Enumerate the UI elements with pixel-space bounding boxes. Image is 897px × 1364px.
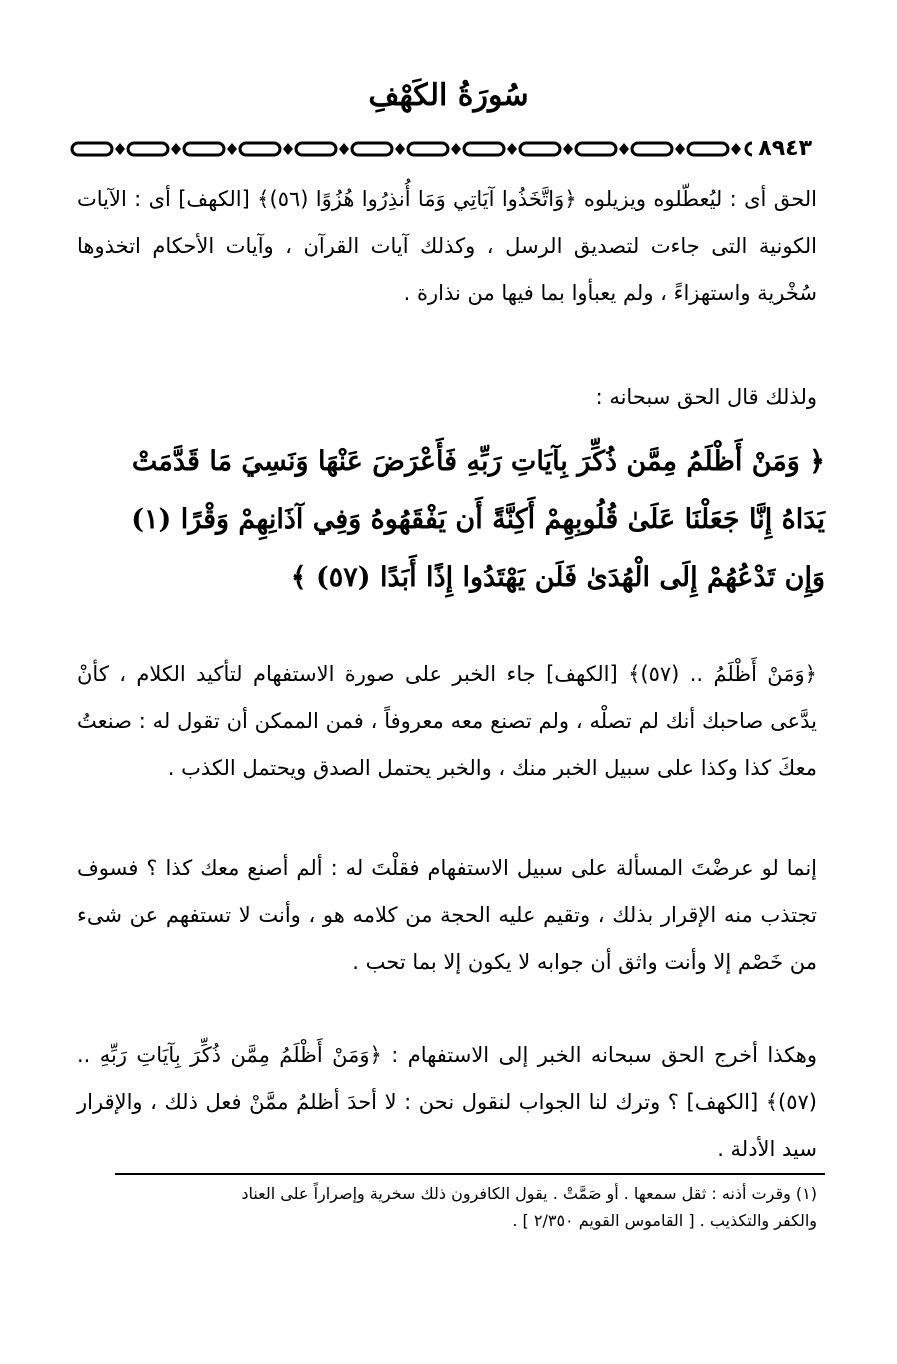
footnote-line: (١) وقرت أذنه : ثقل سمعها . أو صَمَّتْ . يقول الكافرون ذلك سخرية وإصراراً على العناد — [241, 1184, 817, 1203]
footnote-separator — [115, 1173, 825, 1175]
paragraph-text: الحق أى : ليُعطّلوه ويزيلوه ﴿وَاتَّخَذُوا آيَاتِي وَمَا أُنذِرُوا هُزُوًا (٥٦)﴾ [الكهف] أى : الآيات الكونية التى جاءت لتصديق الرسل ، وكذلك آيات القرآن ، وآيات الأحكام اتخذوها سُخْرية واستهزاءً ، ولم يعبأوا بما فيها من نذارة . — [77, 187, 817, 305]
verse-line: يَدَاهُ إِنَّا جَعَلْنَا عَلَىٰ قُلُوبِهِمْ أَكِنَّةً أَن يَفْقَهُوهُ وَفِي آذَانِهِمْ وَقْرًا (١) — [131, 504, 825, 535]
paragraph-text: ﴿وَمَنْ أَظْلَمُ .. (٥٧)﴾ [الكهف] جاء الخبر على صورة الاستفهام لتأكيد الكلام ، كأنْ يدَّعى صاحبك أنك لم تصلْه ، ولم تصنع معه معروفاً ، فمن الممكن أن تقول له : صنعتُ معكَ كذا وكذا على سبيل الخبر منك ، والخبر يحتمل الصدق ويحتمل الكذب . — [77, 662, 817, 780]
paragraph-text: وهكذا أخرج الحق سبحانه الخبر إلى الاستفهام : ﴿وَمَنْ أَظْلَمُ مِمَّن ذُكِّرَ بِآيَاتِ رَبِّهِ .. (٥٧)﴾ [الكهف] ؟ وترك لنا الجواب لنقول نحن : لا أحدَ أظلمُ ممَّنْ فعل ذلك ، والإقرار سيد الأدلة . — [77, 1043, 817, 1161]
ornamental-border — [70, 136, 830, 162]
paragraph-text: ولذلك قال الحق سبحانه : — [595, 385, 817, 409]
verse-line: ﴿ وَمَنْ أَظْلَمُ مِمَّن ذُكِّرَ بِآيَاتِ رَبِّهِ فَأَعْرَضَ عَنْهَا وَنَسِيَ مَا قَدَّمَتْ — [131, 446, 825, 477]
paragraph-lead-in — [77, 374, 817, 421]
paragraph-intro — [77, 176, 817, 317]
paragraph-question — [77, 845, 817, 986]
paragraph-conclusion — [77, 1032, 817, 1173]
footnote-line: والكفر والتكذيب . [ القاموس القويم ٢/٣٥٠ ] . — [512, 1211, 817, 1230]
paragraph-explanation — [77, 651, 817, 792]
footnotes — [77, 1180, 817, 1234]
header-divider — [70, 136, 830, 162]
surah-title: سُورَةُ الكَهْفِ — [368, 78, 529, 113]
page-number: ٨٩٤٣ — [752, 136, 818, 162]
paragraph-text: إنما لو عرضْتَ المسألة على سبيل الاستفهام فقلْتَ له : ألم أصنع معك كذا ؟ فسوف تجتذب منه الإقرار بذلك ، وتقيم عليه الحجة من كلامه هو ، وأنت لا تستفهم عن شىء من خَصْم إلا وأنت واثق أن جوابه لا يكون إلا بما تحب . — [77, 856, 817, 974]
verse-line: وَإِن تَدْعُهُمْ إِلَى الْهُدَىٰ فَلَن يَهْتَدُوا إِذًا أَبَدًا (٥٧) ﴾ — [290, 562, 825, 593]
quran-verse — [65, 433, 825, 607]
